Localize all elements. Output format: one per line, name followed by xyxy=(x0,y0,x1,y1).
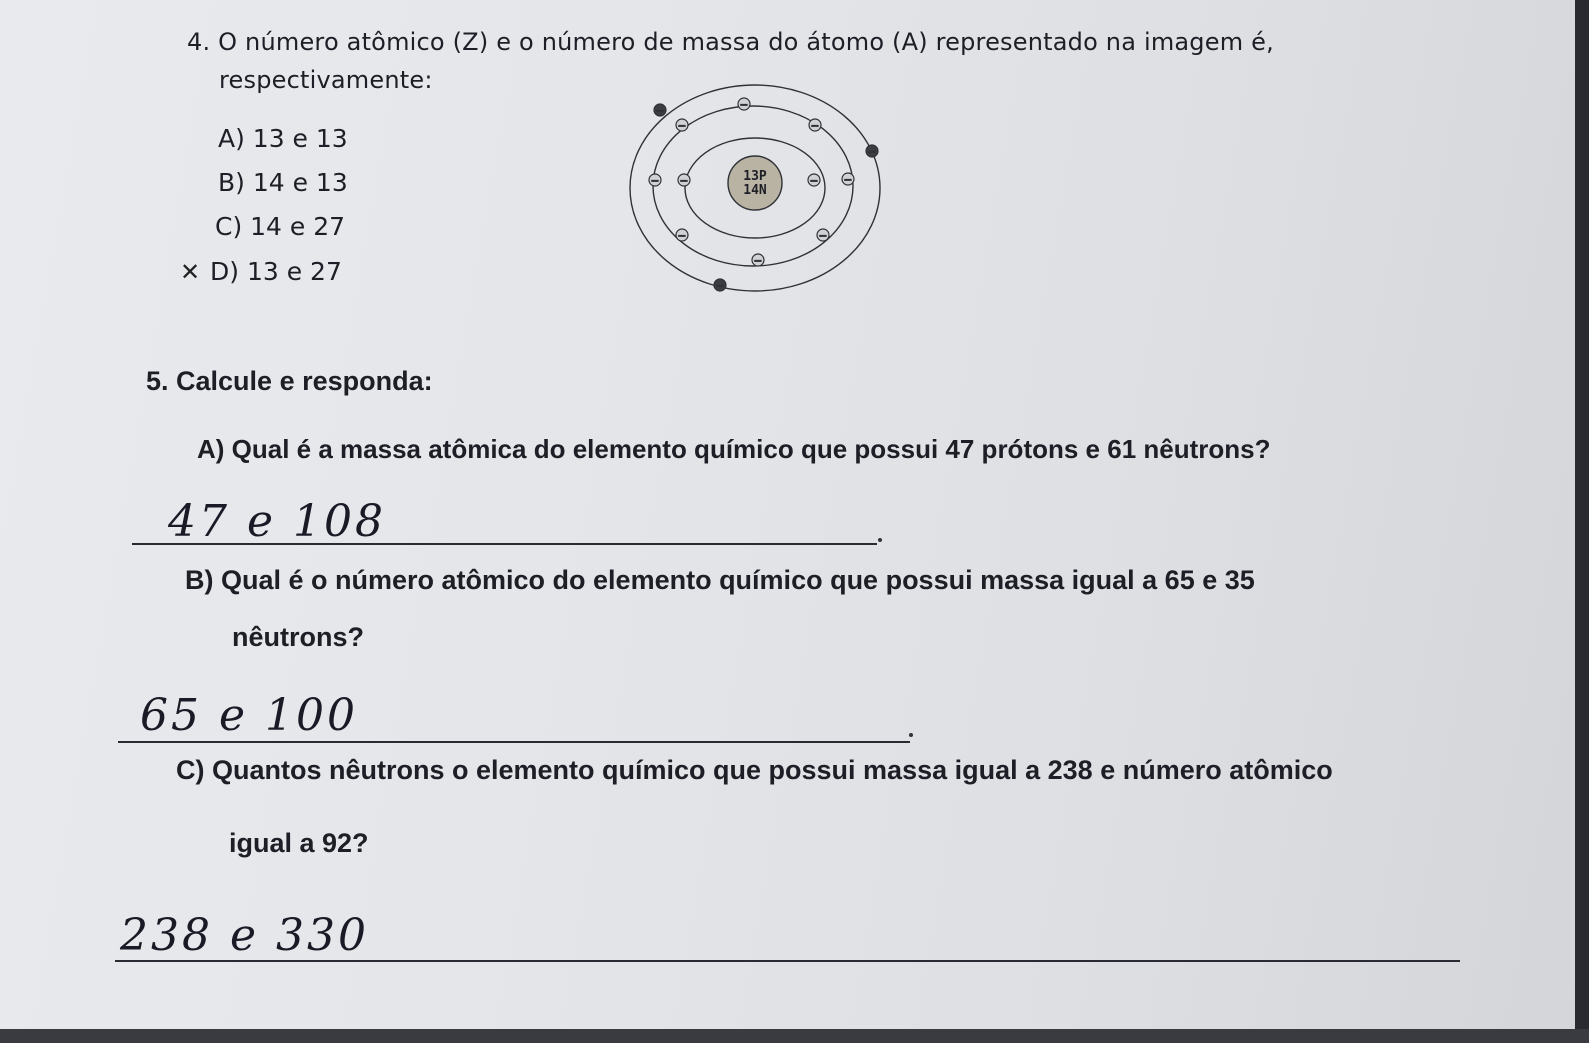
electron-sign: − xyxy=(679,176,689,187)
period-dot xyxy=(878,538,882,542)
answer-line-5a xyxy=(132,543,877,545)
electron-sign: − xyxy=(818,231,828,242)
question-4-line1: 4. O número atômico (Z) e o número de massa do átomo (A) representado na imagem é, xyxy=(187,28,1274,56)
selected-cross-mark: ✕ xyxy=(180,258,201,286)
answer-5c-handwritten[interactable]: 238 e 330 xyxy=(120,910,369,961)
answer-line-5b xyxy=(118,741,910,743)
electron-sign: − xyxy=(867,147,877,158)
electron-sign: − xyxy=(739,100,749,111)
question-4-line2: respectivamente: xyxy=(219,66,433,94)
nucleus-protons: 13P xyxy=(743,169,767,184)
question-5c-line1: C) Quantos nêutrons o elemento químico que possui massa igual a 238 e número atômico xyxy=(176,755,1333,785)
page-edge-shadow xyxy=(1575,0,1589,1043)
option-d[interactable]: D) 13 e 27 xyxy=(210,257,342,286)
answer-5b-handwritten[interactable]: 65 e 100 xyxy=(140,690,358,741)
atom-diagram xyxy=(620,80,900,300)
electron-sign: − xyxy=(809,176,819,187)
nucleus-neutrons: 14N xyxy=(743,183,767,198)
electron-sign: − xyxy=(843,175,853,186)
electron-sign: − xyxy=(753,256,763,267)
electron-sign: − xyxy=(655,106,665,117)
question-5b-line2: nêutrons? xyxy=(232,622,364,652)
electron-sign: − xyxy=(650,176,660,187)
question-5b-line1: B) Qual é o número atômico do elemento químico que possui massa igual a 65 e 35 xyxy=(185,565,1255,595)
answer-5a-handwritten[interactable]: 47 e 108 xyxy=(168,496,386,547)
question-5c-line2: igual a 92? xyxy=(229,828,369,858)
answer-line-5c xyxy=(115,960,1460,962)
electron-sign: − xyxy=(810,121,820,132)
question-5-title: 5. Calcule e responda: xyxy=(146,366,433,396)
question-5a: A) Qual é a massa atômica do elemento químico que possui 47 prótons e 61 nêutrons? xyxy=(197,434,1271,464)
option-c[interactable]: C) 14 e 27 xyxy=(215,212,346,241)
electron-sign: − xyxy=(677,231,687,242)
option-b[interactable]: B) 14 e 13 xyxy=(218,168,348,197)
electron-sign: − xyxy=(715,281,725,292)
option-a[interactable]: A) 13 e 13 xyxy=(218,124,348,153)
period-dot xyxy=(909,733,913,737)
page-bottom-edge xyxy=(0,1029,1589,1043)
electron-sign: − xyxy=(677,121,687,132)
